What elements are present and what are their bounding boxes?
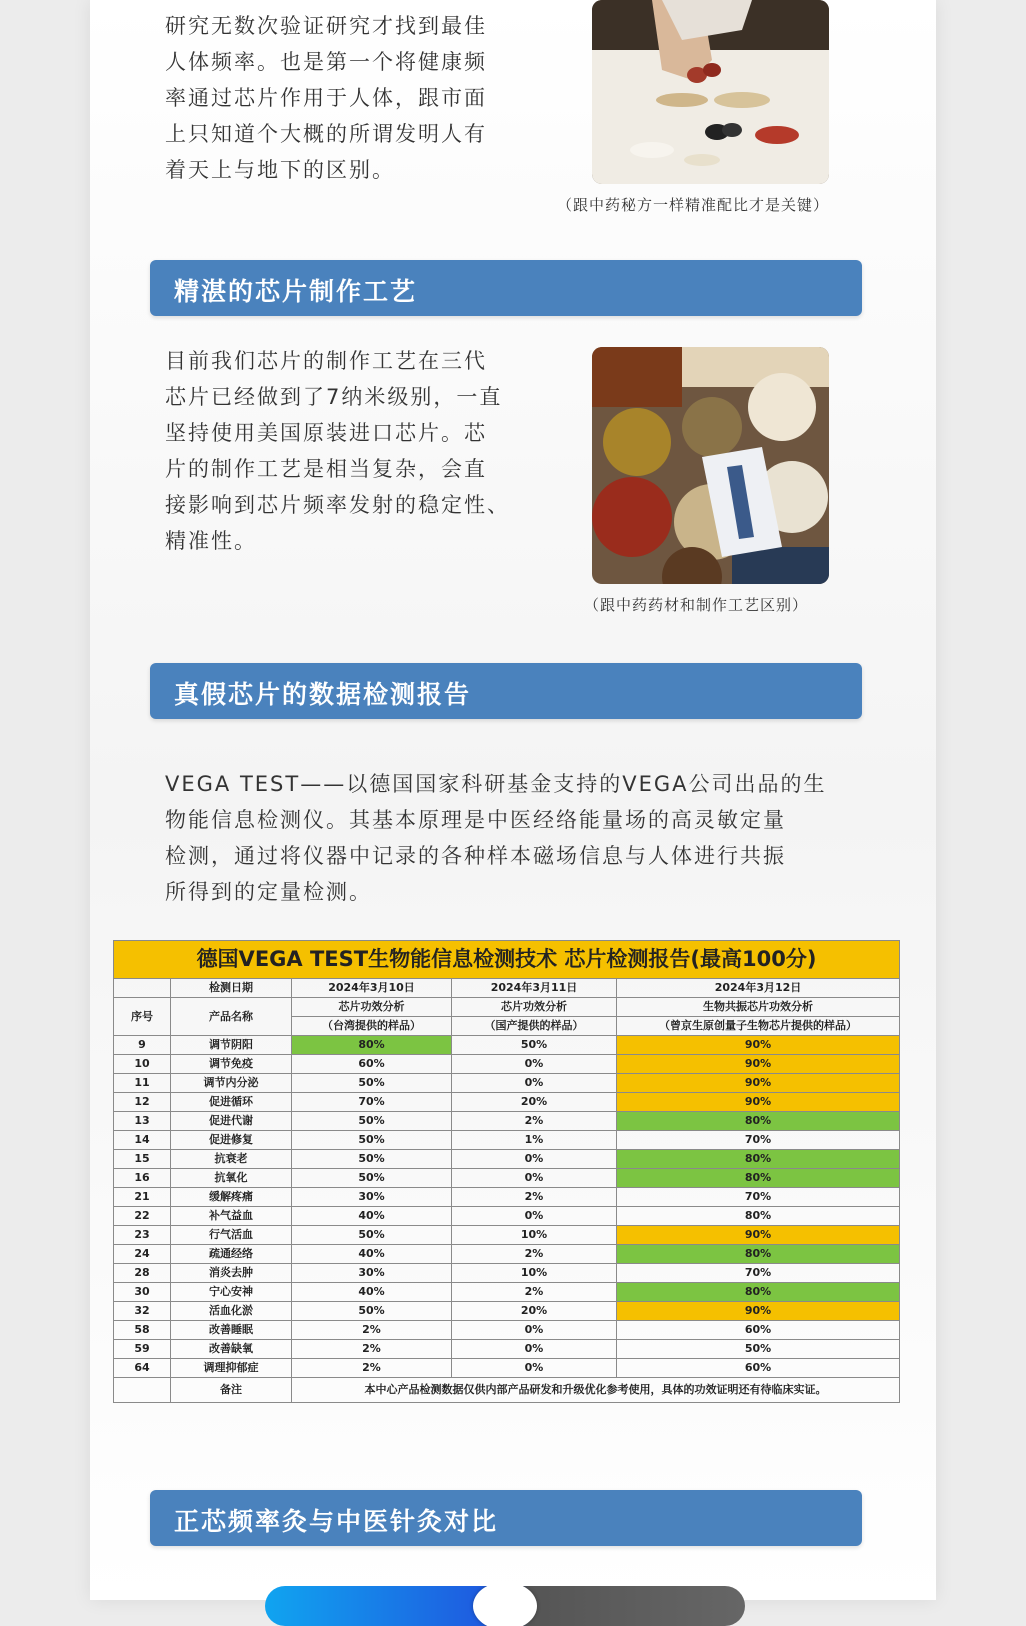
taiwan-sample-score-cell: 50% <box>292 1302 452 1321</box>
empty-cell <box>114 1378 171 1403</box>
table-row <box>114 1321 900 1340</box>
row-number-cell: 22 <box>114 1207 171 1226</box>
original-chip-score-cell: 90% <box>617 1074 900 1093</box>
domestic-sample-score-cell: 0% <box>452 1150 617 1169</box>
table-row <box>114 1131 900 1150</box>
product-name-cell: 活血化淤 <box>171 1302 292 1321</box>
row-number-cell: 23 <box>114 1226 171 1245</box>
table-row <box>114 1055 900 1074</box>
original-chip-score-cell: 80% <box>617 1169 900 1188</box>
product-name-cell: 调节免疫 <box>171 1055 292 1074</box>
original-chip-score-cell: 90% <box>617 1036 900 1055</box>
original-chip-score-cell: 90% <box>617 1093 900 1112</box>
taiwan-sample-score-cell: 40% <box>292 1245 452 1264</box>
product-name-cell: 促进代谢 <box>171 1112 292 1131</box>
product-name-cell: 行气活血 <box>171 1226 292 1245</box>
sample-source-header: （国产提供的样品） <box>452 1017 617 1036</box>
product-name-cell: 促进修复 <box>171 1131 292 1150</box>
row-number-cell: 30 <box>114 1283 171 1302</box>
domestic-sample-score-cell: 2% <box>452 1283 617 1302</box>
date-label: 检测日期 <box>171 979 292 998</box>
row-number-cell: 16 <box>114 1169 171 1188</box>
analysis-header: 芯片功效分析 <box>292 998 452 1017</box>
article-page <box>90 0 936 1600</box>
row-number-cell: 21 <box>114 1188 171 1207</box>
product-name-cell: 改善缺氧 <box>171 1340 292 1359</box>
formula-caption: （跟中药秘方一样精准配比才是关键） <box>557 196 830 214</box>
row-number-cell: 15 <box>114 1150 171 1169</box>
product-name-cell: 消炎去肿 <box>171 1264 292 1283</box>
domestic-sample-score-cell: 20% <box>452 1093 617 1112</box>
row-number-cell: 28 <box>114 1264 171 1283</box>
craft-paragraph: 目前我们芯片的制作工艺在三代 芯片已经做到了7纳米级别，一直 坚持使用美国原装进口芯片。芯 片的制作工艺是相当复杂，会直 接影响到芯片频率发射的稳定性、 精准性。 <box>165 349 510 553</box>
chip-test-report-table <box>113 940 900 1403</box>
craft-heading-text: 精湛的芯片制作工艺 <box>174 277 418 306</box>
table-row <box>114 1207 900 1226</box>
domestic-sample-score-cell: 20% <box>452 1302 617 1321</box>
product-name-cell: 补气益血 <box>171 1207 292 1226</box>
product-name-cell: 抗氧化 <box>171 1169 292 1188</box>
column-header-name: 产品名称 <box>171 998 292 1036</box>
original-chip-score-cell: 80% <box>617 1283 900 1302</box>
row-number-cell: 14 <box>114 1131 171 1150</box>
domestic-sample-score-cell: 0% <box>452 1169 617 1188</box>
comparison-section-heading <box>150 1490 862 1546</box>
table-row <box>114 1340 900 1359</box>
taiwan-sample-score-cell: 2% <box>292 1359 452 1378</box>
comparison-toggle-graphic <box>265 1586 745 1626</box>
taiwan-sample-score-cell: 40% <box>292 1207 452 1226</box>
taiwan-sample-score-cell: 70% <box>292 1093 452 1112</box>
domestic-sample-score-cell: 1% <box>452 1131 617 1150</box>
taiwan-sample-score-cell: 40% <box>292 1283 452 1302</box>
row-number-cell: 9 <box>114 1036 171 1055</box>
row-number-cell: 59 <box>114 1340 171 1359</box>
domestic-sample-score-cell: 0% <box>452 1359 617 1378</box>
herbal-ingredients-photo <box>592 347 829 584</box>
sample-source-header: （曾京生原创量子生物芯片提供的样品） <box>617 1017 900 1036</box>
original-chip-score-cell: 90% <box>617 1226 900 1245</box>
table-row <box>114 1036 900 1055</box>
row-number-cell: 58 <box>114 1321 171 1340</box>
table-row <box>114 1283 900 1302</box>
original-chip-score-cell: 50% <box>617 1340 900 1359</box>
taiwan-sample-score-cell: 30% <box>292 1188 452 1207</box>
table-row <box>114 1359 900 1378</box>
original-chip-score-cell: 80% <box>617 1245 900 1264</box>
analysis-header: 芯片功效分析 <box>452 998 617 1017</box>
domestic-sample-score-cell: 0% <box>452 1321 617 1340</box>
row-number-cell: 64 <box>114 1359 171 1378</box>
toggle-knob <box>473 1586 537 1626</box>
note-text: 本中心产品检测数据仅供内部产品研发和升级优化参考使用，具体的功效证明还有待临床实证。 <box>292 1378 900 1403</box>
taiwan-sample-score-cell: 50% <box>292 1150 452 1169</box>
table-row <box>114 1093 900 1112</box>
row-number-cell: 11 <box>114 1074 171 1093</box>
taiwan-sample-score-cell: 50% <box>292 1074 452 1093</box>
report-heading-text: 真假芯片的数据检测报告 <box>174 680 472 709</box>
taiwan-sample-score-cell: 50% <box>292 1226 452 1245</box>
product-name-cell: 疏通经络 <box>171 1245 292 1264</box>
domestic-sample-score-cell: 10% <box>452 1226 617 1245</box>
original-chip-score-cell: 80% <box>617 1150 900 1169</box>
date-cell: 2024年3月12日 <box>617 979 900 998</box>
domestic-sample-score-cell: 0% <box>452 1207 617 1226</box>
table-row <box>114 1264 900 1283</box>
taiwan-sample-score-cell: 2% <box>292 1340 452 1359</box>
domestic-sample-score-cell: 50% <box>452 1036 617 1055</box>
table-row <box>114 1245 900 1264</box>
original-chip-score-cell: 90% <box>617 1302 900 1321</box>
column-header-no: 序号 <box>114 998 171 1036</box>
table-row <box>114 1112 900 1131</box>
craft-caption: （跟中药药材和制作工艺区别） <box>584 596 809 614</box>
product-name-cell: 宁心安神 <box>171 1283 292 1302</box>
domestic-sample-score-cell: 0% <box>452 1074 617 1093</box>
report-title: 德国VEGA TEST生物能信息检测技术 芯片检测报告(最高100分) <box>114 941 900 979</box>
taiwan-sample-score-cell: 50% <box>292 1131 452 1150</box>
domestic-sample-score-cell: 0% <box>452 1340 617 1359</box>
table-row <box>114 1188 900 1207</box>
date-cell: 2024年3月11日 <box>452 979 617 998</box>
analysis-header: 生物共振芯片功效分析 <box>617 998 900 1017</box>
formula-paragraph: 研究无数次验证研究才找到最佳 人体频率。也是第一个将健康频 率通过芯片作用于人体，跟市面 上只知道个大概的所谓发明人有 着天上与地下的区别。 <box>165 14 487 182</box>
herbal-hand-photo <box>592 0 829 184</box>
table-row <box>114 1169 900 1188</box>
vega-test-paragraph: VEGA TEST——以德国国家科研基金支持的VEGA公司出品的生 物能信息检测仪。其基本原理是中医经络能量场的高灵敏定量 检测，通过将仪器中记录的各种样本磁场信息与人体进行共振 所得到的定量检测。 <box>165 772 827 904</box>
taiwan-sample-score-cell: 80% <box>292 1036 452 1055</box>
taiwan-sample-score-cell: 30% <box>292 1264 452 1283</box>
table-row <box>114 1074 900 1093</box>
original-chip-score-cell: 70% <box>617 1188 900 1207</box>
original-chip-score-cell: 70% <box>617 1131 900 1150</box>
taiwan-sample-score-cell: 2% <box>292 1321 452 1340</box>
craft-section-heading <box>150 260 862 316</box>
product-name-cell: 调节阴阳 <box>171 1036 292 1055</box>
product-name-cell: 调节内分泌 <box>171 1074 292 1093</box>
product-name-cell: 缓解疼痛 <box>171 1188 292 1207</box>
original-chip-score-cell: 70% <box>617 1264 900 1283</box>
row-number-cell: 13 <box>114 1112 171 1131</box>
taiwan-sample-score-cell: 60% <box>292 1055 452 1074</box>
original-chip-score-cell: 60% <box>617 1359 900 1378</box>
date-cell: 2024年3月10日 <box>292 979 452 998</box>
product-name-cell: 促进循环 <box>171 1093 292 1112</box>
product-name-cell: 抗衰老 <box>171 1150 292 1169</box>
domestic-sample-score-cell: 0% <box>452 1055 617 1074</box>
sample-source-header: （台湾提供的样品） <box>292 1017 452 1036</box>
row-number-cell: 32 <box>114 1302 171 1321</box>
report-section-heading <box>150 663 862 719</box>
domestic-sample-score-cell: 2% <box>452 1188 617 1207</box>
taiwan-sample-score-cell: 50% <box>292 1112 452 1131</box>
original-chip-score-cell: 80% <box>617 1112 900 1131</box>
domestic-sample-score-cell: 2% <box>452 1245 617 1264</box>
table-row <box>114 1302 900 1321</box>
note-row <box>114 1378 900 1403</box>
original-chip-score-cell: 60% <box>617 1321 900 1340</box>
empty-cell <box>114 979 171 998</box>
row-number-cell: 10 <box>114 1055 171 1074</box>
note-label: 备注 <box>171 1378 292 1403</box>
domestic-sample-score-cell: 10% <box>452 1264 617 1283</box>
comparison-heading-text: 正芯频率灸与中医针灸对比 <box>174 1507 499 1536</box>
row-number-cell: 12 <box>114 1093 171 1112</box>
domestic-sample-score-cell: 2% <box>452 1112 617 1131</box>
row-number-cell: 24 <box>114 1245 171 1264</box>
product-name-cell: 调理抑郁症 <box>171 1359 292 1378</box>
taiwan-sample-score-cell: 50% <box>292 1169 452 1188</box>
original-chip-score-cell: 80% <box>617 1207 900 1226</box>
original-chip-score-cell: 90% <box>617 1055 900 1074</box>
table-row <box>114 1150 900 1169</box>
product-name-cell: 改善睡眠 <box>171 1321 292 1340</box>
table-row <box>114 1226 900 1245</box>
